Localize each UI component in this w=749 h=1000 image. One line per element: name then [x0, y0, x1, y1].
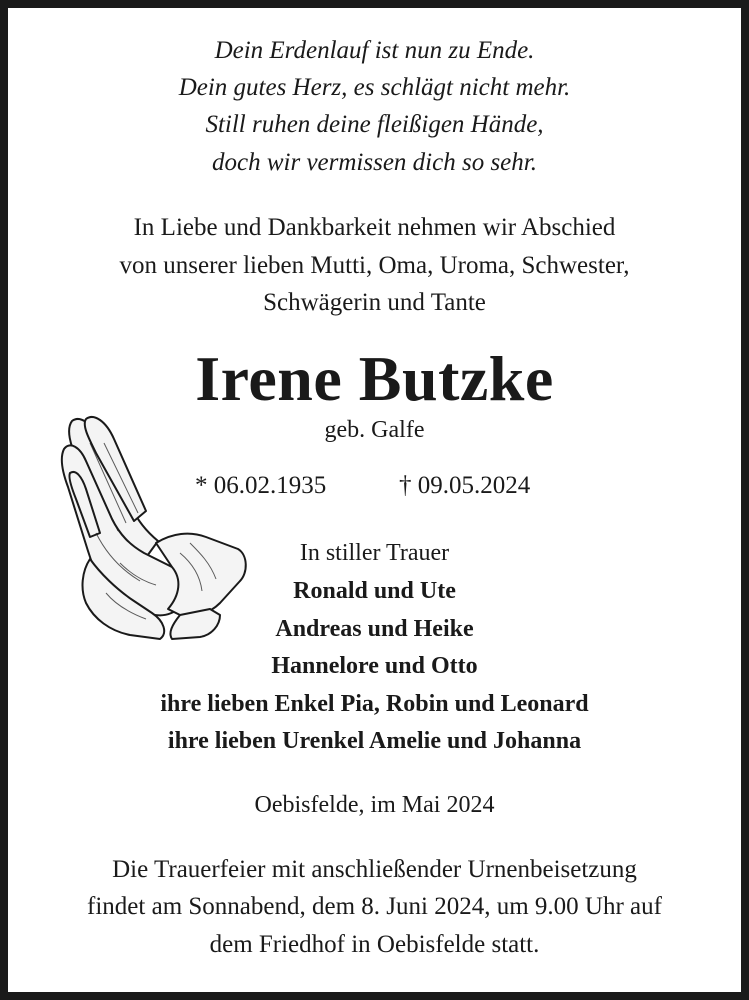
funeral-notice-line: dem Friedhof in Oebisfelde statt. [209, 931, 540, 958]
funeral-notice-line: findet am Sonnabend, dem 8. Juni 2024, um 9.00 Uhr auf [87, 893, 662, 920]
birth-date: * 06.02.1935 [195, 472, 327, 499]
poem-line: Dein gutes Herz, es schlägt nicht mehr. [178, 74, 571, 101]
poem-line: Still ruhen deine fleißigen Hände, [205, 111, 544, 138]
death-date: † 09.05.2024 [399, 472, 531, 499]
funeral-notice-line: Die Trauerfeier mit anschließender Urnenbeisetzung [112, 856, 637, 883]
poem-line: Dein Erdenlauf ist nun zu Ende. [214, 37, 535, 64]
deceased-name: Irene Butzke [195, 343, 554, 414]
birth-name: geb. Galfe [324, 417, 425, 443]
mourner-name: Hannelore und Otto [271, 653, 478, 679]
intro-line: Schwägerin und Tante [263, 289, 486, 316]
place-date: Oebisfelde, im Mai 2024 [254, 792, 495, 818]
mourner-name: ihre lieben Urenkel Amelie und Johanna [167, 728, 582, 754]
mourner-name: ihre lieben Enkel Pia, Robin und Leonard [160, 691, 589, 717]
intro-line: In Liebe und Dankbarkeit nehmen wir Abschied [133, 214, 616, 241]
mourner-name: Ronald und Ute [293, 578, 456, 604]
mourner-name: Andreas und Heike [275, 616, 474, 642]
praying-hands-icon [60, 413, 250, 641]
mourners-heading: In stiller Trauer [299, 540, 450, 566]
poem-line: doch wir vermissen dich so sehr. [212, 149, 537, 176]
intro-line: von unserer lieben Mutti, Oma, Uroma, Schwester, [119, 252, 630, 279]
